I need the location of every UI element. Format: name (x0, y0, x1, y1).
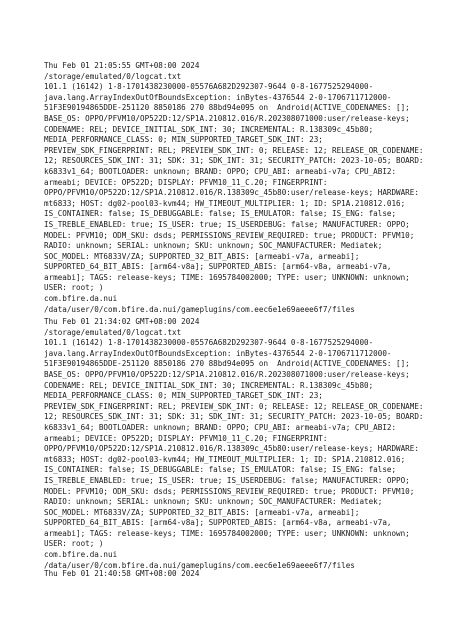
log-line: 101.1 (16142) 1-8-1701438230000-05576A682D292307-9644 0-8-1677525294000- (44, 338, 374, 348)
log-line: SUPPORTED_64_BIT_ABIS: [arm64-v8a]; SUPPORTED_ABIS: [arm64-v8a, armeabi-v7a, (44, 262, 392, 272)
log-line: armeabi]; TAGS: release-keys; TIME: 1695784002000; TYPE: user; UNKNOWN: unknown; (44, 528, 410, 538)
log-line: MEDIA_PERFORMANCE_CLASS: 0; MIN_SUPPORTED_TARGET_SDK_INT: 23; (44, 391, 323, 401)
log-line: SOC_MODEL: MT6833V/ZA; SUPPORTED_32_BIT_ABIS: [armeabi-v7a, armeabi]; (44, 507, 360, 517)
log-package-name: com.bfire.da.nui (44, 550, 118, 560)
log-line: RADIO: unknown; SERIAL: unknown; SKU: unknown; SOC_MANUFACTURER: Mediatek; (44, 241, 383, 251)
log-line: IS_TREBLE_ENABLED: true; IS_USER: true; IS_USERDEBUG: false; MANUFACTURER: OPPO; (44, 219, 410, 229)
log-line: CODENAME: REL; DEVICE_INITIAL_SDK_INT: 30; INCREMENTAL: R.138309c_45b80; (44, 124, 374, 134)
log-line: java.lang.ArrayIndexOutOfBoundsException: inBytes-4376544 2-0-1706711712000- (44, 92, 392, 102)
log-line: USER: root; ) (44, 283, 104, 293)
log-line: MEDIA_PERFORMANCE_CLASS: 0; MIN_SUPPORTED_TARGET_SDK_INT: 23; (44, 135, 323, 145)
log-line: SUPPORTED_64_BIT_ABIS: [arm64-v8a]; SUPPORTED_ABIS: [arm64-v8a, armeabi-v7a, (44, 518, 392, 528)
log-entry (44, 317, 464, 571)
log-line: BASE_OS: OPPO/PFVM10/OP522D:12/SP1A.210812.016/R.202308071000:user/release-keys; (44, 113, 410, 123)
log-line: k6833v1_64; BOOTLOADER: unknown; BRAND: OPPO; CPU_ABI: armeabi-v7a; CPU_ABI2: (44, 422, 397, 432)
log-line: CODENAME: REL; DEVICE_INITIAL_SDK_INT: 30; INCREMENTAL: R.138309c_45b80; (44, 380, 374, 390)
log-timestamp: Thu Feb 01 21:40:58 GMT+08:00 2024 (44, 569, 200, 578)
log-entry (44, 569, 464, 580)
log-entry (44, 61, 464, 315)
log-line: USER: root; ) (44, 539, 104, 549)
log-line: BASE_OS: OPPO/PFVM10/OP522D:12/SP1A.210812.016/R.202308071000:user/release-keys; (44, 369, 410, 379)
log-line: OPPO/PFVM10/OP522D:12/SP1A.210812.016/R.138309c_45b80:user/release-keys; HARDWARE: (44, 188, 419, 198)
log-line: armeabi; DEVICE: OP522D; DISPLAY: PFVM10_11_C.20; FINGERPRINT: (44, 177, 328, 187)
log-line: armeabi; DEVICE: OP522D; DISPLAY: PFVM10_11_C.20; FINGERPRINT: (44, 433, 328, 443)
log-line: PREVIEW_SDK_FINGERPRINT: REL; PREVIEW_SDK_INT: 0; RELEASE: 12; RELEASE_OR_CODENAME: (44, 145, 424, 155)
log-line: SOC_MODEL: MT6833V/ZA; SUPPORTED_32_BIT_ABIS: [armeabi-v7a, armeabi]; (44, 251, 360, 261)
log-file-path: /storage/emulated/0/logcat.txt (44, 327, 182, 337)
log-line: 51F3E90194865DDE-251120 8850186 270 88bd94e095 on Android(ACTIVE_CODENAMES: []; (44, 359, 410, 369)
log-line: RADIO: unknown; SERIAL: unknown; SKU: unknown; SOC_MANUFACTURER: Mediatek; (44, 497, 383, 507)
log-timestamp: Thu Feb 01 21:34:02 GMT+08:00 2024 (44, 317, 200, 326)
log-line: OPPO/PFVM10/OP522D:12/SP1A.210812.016/R.138309c_45b80:user/release-keys; HARDWARE: (44, 444, 419, 454)
log-timestamp: Thu Feb 01 21:05:55 GMT+08:00 2024 (44, 61, 200, 70)
log-files-path: /data/user/0/com.bfire.da.nui/gameplugins/com.eec6e1e69aeee6f7/files (44, 304, 355, 314)
log-line: 12; RESOURCES_SDK_INT: 31; SDK: 31; SDK_INT: 31; SECURITY_PATCH: 2023-10-05; BOARD: (44, 412, 424, 422)
log-line: java.lang.ArrayIndexOutOfBoundsException: inBytes-4376544 2-0-1706711712000- (44, 348, 392, 358)
log-files-path: /data/user/0/com.bfire.da.nui/gameplugins/com.eec6e1e69aeee6f7/files (44, 560, 355, 570)
log-line: MODEL: PFVM10; ODM_SKU: dsds; PERMISSIONS_REVIEW_REQUIRED: true; PRODUCT: PFVM10; (44, 486, 415, 496)
log-line: mt6833; HOST: dg02-pool03-kvm44; HW_TIMEOUT_MULTIPLIER: 1; ID: SP1A.210812.016; (44, 198, 406, 208)
log-line: IS_TREBLE_ENABLED: true; IS_USER: true; IS_USERDEBUG: false; MANUFACTURER: OPPO; (44, 475, 410, 485)
log-line: k6833v1_64; BOOTLOADER: unknown; BRAND: OPPO; CPU_ABI: armeabi-v7a; CPU_ABI2: (44, 166, 397, 176)
log-package-name: com.bfire.da.nui (44, 294, 118, 304)
log-line: mt6833; HOST: dg02-pool03-kvm44; HW_TIMEOUT_MULTIPLIER: 1; ID: SP1A.210812.016; (44, 454, 406, 464)
log-line: IS_CONTAINER: false; IS_DEBUGGABLE: false; IS_EMULATOR: false; IS_ENG: false; (44, 465, 397, 475)
log-line: armeabi]; TAGS: release-keys; TIME: 1695784002000; TYPE: user; UNKNOWN: unknown; (44, 272, 410, 282)
log-line: IS_CONTAINER: false; IS_DEBUGGABLE: false; IS_EMULATOR: false; IS_ENG: false; (44, 209, 397, 219)
log-file-path: /storage/emulated/0/logcat.txt (44, 71, 182, 81)
log-line: 12; RESOURCES_SDK_INT: 31; SDK: 31; SDK_INT: 31; SECURITY_PATCH: 2023-10-05; BOARD: (44, 156, 424, 166)
log-line: MODEL: PFVM10; ODM_SKU: dsds; PERMISSIONS_REVIEW_REQUIRED: true; PRODUCT: PFVM10; (44, 230, 415, 240)
log-line: 51F3E90194865DDE-251120 8850186 270 88bd94e095 on Android(ACTIVE_CODENAMES: []; (44, 103, 410, 113)
log-line: PREVIEW_SDK_FINGERPRINT: REL; PREVIEW_SDK_INT: 0; RELEASE: 12; RELEASE_OR_CODENAME: (44, 401, 424, 411)
log-line: 101.1 (16142) 1-8-1701438230000-05576A682D292307-9644 0-8-1677525294000- (44, 82, 374, 92)
